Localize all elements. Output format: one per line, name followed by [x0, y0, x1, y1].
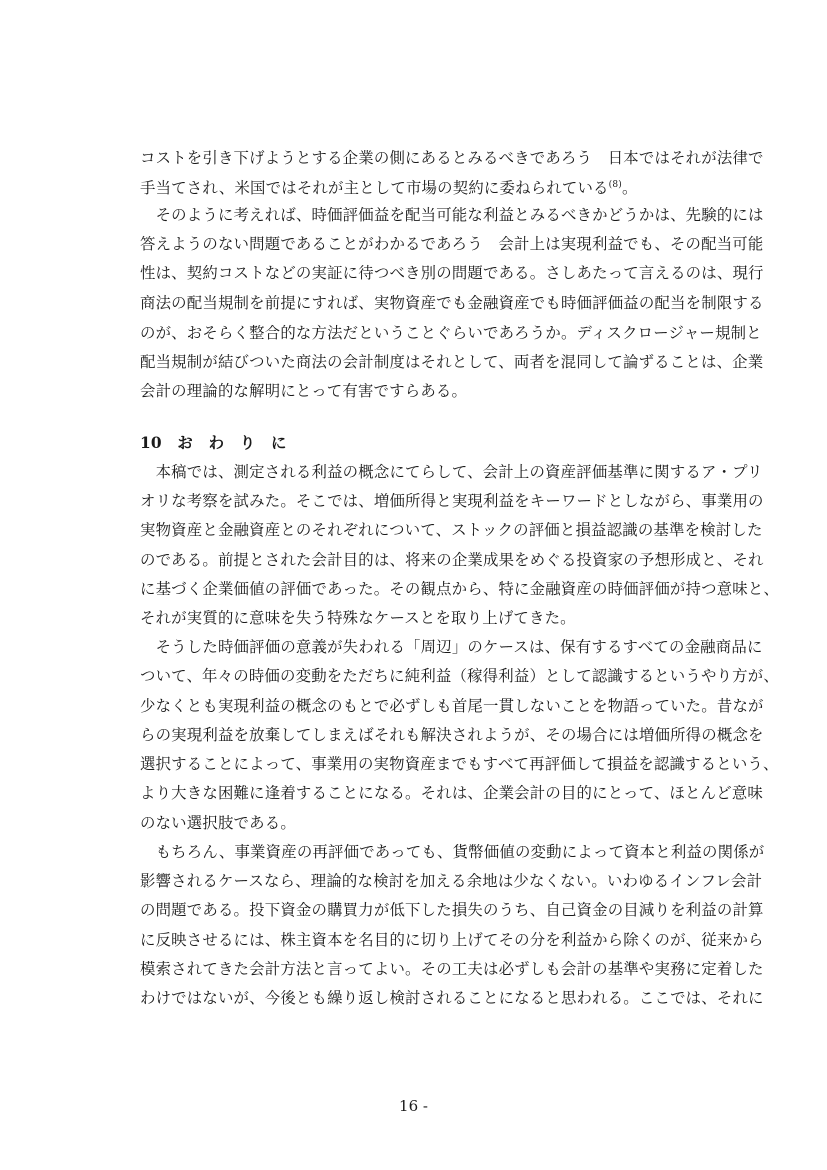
text-line: 影響されるケースなら、理論的な検討を加える余地は少なくない。いわゆるインフレ会計: [140, 872, 763, 890]
text-line: らの実現利益を放棄してしまえばそれも解決されようが、その場合には増価所得の概念を: [140, 726, 764, 744]
text-line: [140, 1014, 780, 1040]
text-line: のが、おそらく整合的な方法だということぐらいであろうか。ディスクロージャー規制と: [140, 324, 762, 342]
text-line: そうした時価評価の意義が失われる「周辺」のケースは、保有するすべての金融商品に: [140, 638, 763, 656]
text-line: オリな考察を試みた。そこでは、増価所得と実現利益をキーワードとしながら、事業用の: [140, 492, 764, 510]
text-line: 配当規制が結びついた商法の会計制度はそれとして、両者を混同して論ずることは、企業: [140, 353, 764, 371]
text-line: に反映させるには、株主資本を名目的に切り上げてその分を利益から除くのが、従来から: [140, 931, 764, 949]
footnote-ref: (8): [608, 180, 623, 190]
text-line-tail: 。: [622, 179, 638, 198]
text-line: それが実質的に意味を失う特殊なケースとを取り上げてきた。: [140, 609, 576, 627]
text-line: 商法の配当規制を前提にすれば、実物資産でも金融資産でも時価評価益の配当を制限する: [140, 294, 764, 312]
text-line: もちろん、事業資産の再評価であっても、貨幣価値の変動によって資本と利益の関係が: [140, 843, 765, 861]
text-line: 実物資産と金融資産とのそれぞれについて、ストックの評価と損益認識の基準を検討した: [140, 521, 763, 539]
text-line: [140, 172, 780, 198]
text-line: そのように考えれば、時価評価益を配当可能な利益とみるべきかどうかは、先験的には: [140, 206, 764, 224]
text-line: わけではないが、今後とも繰り返し検討されることになると思われる。ここでは、それに: [140, 989, 764, 1007]
text-line: のである。前提とされた会計目的は、将来の企業成果をめぐる投資家の予想形成と、それ: [140, 551, 764, 569]
text-line: ついて、年々の時価の変動をただちに純利益（稼得利益）として認識するというやり方が、: [140, 667, 779, 685]
text-line: に基づく企業価値の評価であった。その観点から、特に金融資産の時価評価が持つ意味と、: [140, 580, 780, 598]
page-number: 16 -: [399, 1097, 428, 1115]
text-line: 本稿では、測定される利益の概念にてらして、会計上の資産評価基準に関するア・プリ: [140, 463, 763, 481]
text-line: コストを引き下げようとする企業の側にあるとみるべきであろう 日本ではそれが法律で: [140, 149, 764, 167]
text-line: のない選択肢である。: [140, 814, 296, 832]
text-line: 答えようのない問題であることがわかるであろう 会計上は実現利益でも、その配当可能: [140, 235, 764, 253]
text-line-body: 手当てされ、米国ではそれが主として市場の契約に委ねられている: [140, 179, 609, 198]
text-line: 性は、契約コストなどの実証に待つべき別の問題である。さしあたって言えるのは、現行: [140, 264, 764, 282]
text-line: の問題である。投下資金の購買力が低下した損失のうち、自己資金の目減りを利益の計算: [140, 901, 764, 919]
text-line: より大きな困難に逢着することになる。それは、企業会計の目的にとって、ほとんど意味: [140, 784, 764, 802]
text-line: 少なくとも実現利益の概念のもとで必ずしも首尾一貫しないことを物語っていた。昔なが: [140, 697, 764, 715]
text-line: 選択することによって、事業用の実物資産までもすべて再評価して損益を認識するという、: [140, 755, 779, 773]
text-line: 模索されてきた会計方法と言ってよい。その工夫は必ずしも会計の基準や実務に定着した: [140, 960, 764, 978]
section-heading: 10 お わ り に: [140, 434, 287, 452]
text-line: 会計の理論的な解明にとって有害ですらある。: [140, 382, 468, 400]
